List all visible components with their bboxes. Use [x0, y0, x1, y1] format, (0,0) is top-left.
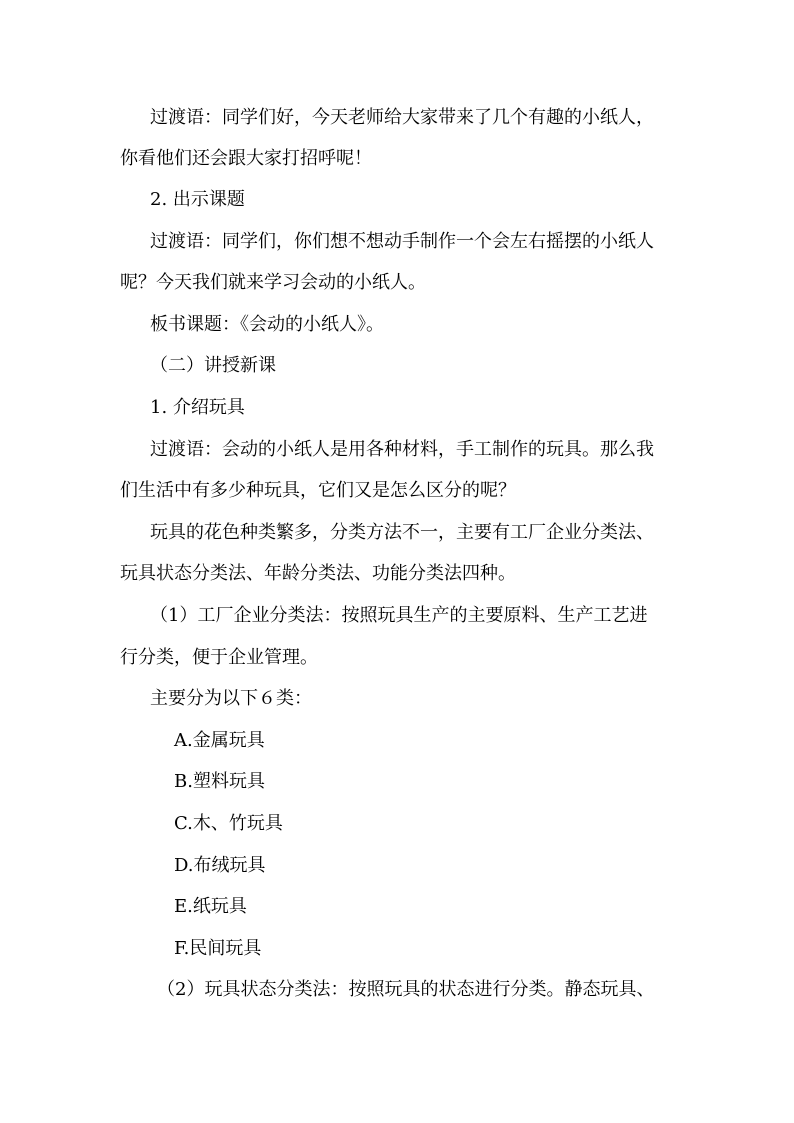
section-heading-new-lesson: （二）讲授新课	[150, 355, 276, 376]
paragraph-line-2: 你看他们还会跟大家打招呼呢！	[120, 148, 372, 169]
paragraph-line-15: 主要分为以下６类：	[150, 688, 312, 709]
list-item-e: E.纸玩具	[174, 896, 247, 917]
section-heading-1: 1. 介绍玩具	[150, 397, 245, 418]
paragraph-line-5: 呢？今天我们就来学习会动的小纸人。	[120, 272, 426, 293]
list-item-c: C.木、竹玩具	[174, 813, 283, 834]
list-item-a: A.金属玩具	[174, 730, 265, 751]
paragraph-line-11: 玩具的花色种类繁多，分类方法不一，主要有工厂企业分类法、	[150, 522, 654, 543]
paragraph-line-6: 板书课题：《会动的小纸人》。	[150, 314, 384, 335]
paragraph-line-22: （2）玩具状态分类法：按照玩具的状态进行分类。静态玩具、	[157, 979, 655, 1000]
paragraph-line-13: （1）工厂企业分类法：按照玩具生产的主要原料、生产工艺进	[150, 605, 648, 626]
paragraph-line-9: 过渡语：会动的小纸人是用各种材料，手工制作的玩具。那么我	[150, 439, 654, 460]
list-item-f: F.民间玩具	[174, 938, 262, 959]
paragraph-line-12: 玩具状态分类法、年龄分类法、功能分类法四种。	[120, 563, 516, 584]
section-heading-2: 2. 出示课题	[150, 189, 245, 210]
paragraph-line-1: 过渡语：同学们好，今天老师给大家带来了几个有趣的小纸人，	[150, 107, 654, 128]
list-item-d: D.布绒玩具	[174, 855, 266, 876]
list-item-b: B.塑料玩具	[174, 771, 265, 792]
paragraph-line-14: 行分类，便于企业管理。	[120, 647, 318, 668]
paragraph-line-10: 们生活中有多少种玩具，它们又是怎么区分的呢？	[120, 480, 516, 501]
paragraph-line-4: 过渡语：同学们，你们想不想动手制作一个会左右摇摆的小纸人	[150, 231, 654, 252]
